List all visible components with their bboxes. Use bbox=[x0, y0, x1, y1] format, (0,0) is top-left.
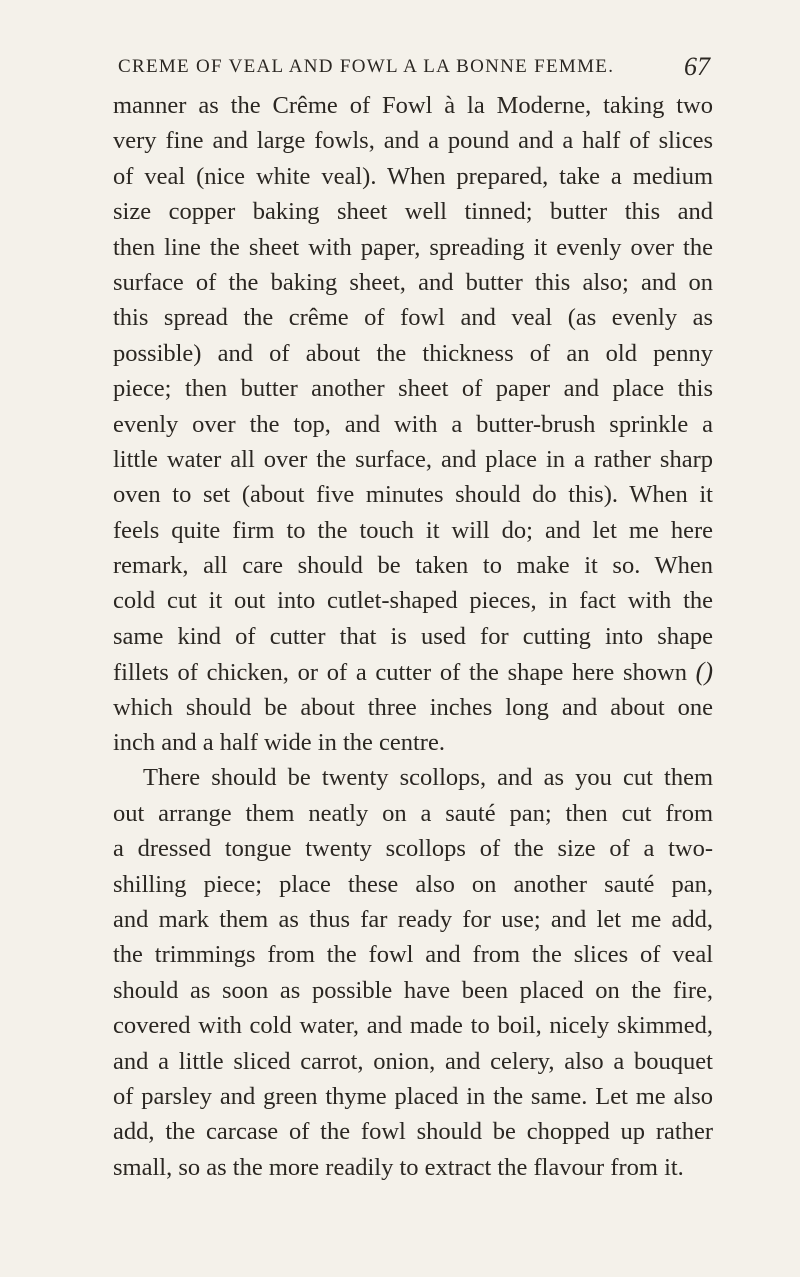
text-line: and a little sliced carrot, onion, and celery, also a bouquet bbox=[113, 1047, 713, 1075]
text-line: inch and a half wide in the centre. bbox=[113, 729, 445, 757]
text-line: cold cut it out into cutlet-shaped pieces, in fact with the bbox=[113, 587, 713, 615]
body-text bbox=[113, 88, 713, 1185]
text-line: feels quite firm to the touch it will do; and let me here bbox=[113, 516, 713, 544]
text-line: add, the carcase of the fowl should be chopped up rather bbox=[113, 1118, 713, 1146]
cutter-shape-icon: () bbox=[695, 657, 713, 687]
text-line: which should be about three inches long and about one bbox=[113, 693, 713, 721]
paragraph-2 bbox=[113, 760, 713, 1185]
text-line: covered with cold water, and made to boil, nicely skimmed, bbox=[113, 1012, 713, 1040]
running-title: CREME OF VEAL AND FOWL A LA BONNE FEMME. bbox=[118, 56, 615, 77]
text-line: this spread the crême of fowl and veal (as evenly as bbox=[113, 304, 713, 332]
page-number: 67 bbox=[684, 52, 710, 81]
text-line: piece; then butter another sheet of paper and place this bbox=[113, 375, 713, 403]
running-head bbox=[110, 52, 710, 84]
text-line: of parsley and green thyme placed in the same. Let me also bbox=[113, 1082, 713, 1110]
text-line: small, so as the more readily to extract the flavour from it. bbox=[113, 1153, 684, 1181]
text-line: and mark them as thus far ready for use; and let me add, bbox=[113, 905, 713, 933]
text-line: There should be twenty scollops, and as you cut them bbox=[143, 764, 713, 792]
text-line: of veal (nice white veal). When prepared, take a medium bbox=[113, 162, 713, 190]
text-line: shilling piece; place these also on another sauté pan, bbox=[113, 870, 713, 898]
text-line: very fine and large fowls, and a pound and a half of slices bbox=[113, 127, 713, 155]
paragraph-1 bbox=[113, 88, 713, 760]
text-line: remark, all care should be taken to make it so. When bbox=[113, 552, 713, 580]
text-line: should as soon as possible have been placed on the fire, bbox=[113, 976, 713, 1004]
text-line: possible) and of about the thickness of an old penny bbox=[113, 339, 713, 367]
text-line: manner as the Crême of Fowl à la Moderne, taking two bbox=[113, 92, 713, 119]
text-line: oven to set (about five minutes should do this). When it bbox=[113, 481, 713, 509]
text-line: the trimmings from the fowl and from the slices of veal bbox=[113, 941, 713, 969]
text-line: same kind of cutter that is used for cutting into shape bbox=[113, 622, 713, 650]
text-line: evenly over the top, and with a butter-brush sprinkle a bbox=[113, 410, 713, 438]
text-line-with-shape bbox=[113, 654, 713, 689]
text-line: then line the sheet with paper, spreading it evenly over the bbox=[113, 233, 713, 261]
text-line: size copper baking sheet well tinned; butter this and bbox=[113, 198, 713, 226]
text-segment: fillets of chicken, or of a cutter of the shape here shown bbox=[113, 659, 687, 687]
text-line: out arrange them neatly on a sauté pan; then cut from bbox=[113, 799, 713, 827]
text-line: a dressed tongue twenty scollops of the size of a two- bbox=[113, 835, 713, 863]
text-line: surface of the baking sheet, and butter this also; and on bbox=[113, 268, 713, 296]
text-line: little water all over the surface, and place in a rather sharp bbox=[113, 445, 713, 473]
